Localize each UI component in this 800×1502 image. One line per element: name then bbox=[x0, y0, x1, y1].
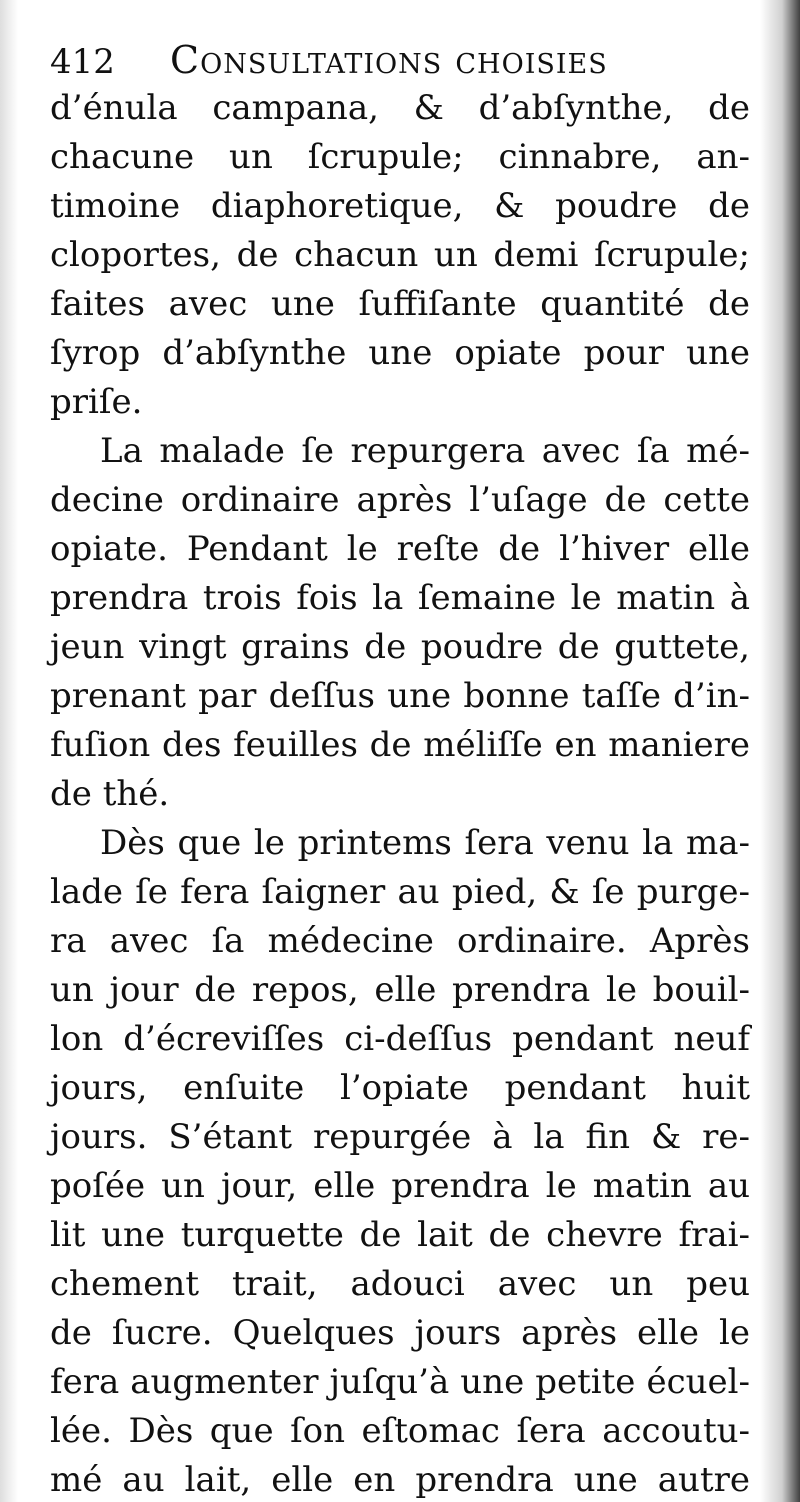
paragraph bbox=[50, 84, 750, 427]
text-line: timoine diaphoretique, & poudre de bbox=[50, 186, 750, 226]
text-line: chacune un ſcrupule; cinnabre, an- bbox=[50, 137, 750, 177]
text-line: d’énula campana, & d’abſynthe, de bbox=[50, 88, 750, 128]
running-title: Consultations choisies bbox=[170, 38, 608, 82]
text-line: de ſucre. Quelques jours après elle le bbox=[50, 1313, 750, 1353]
text-line: jours, enſuite l’opiate pendant huit bbox=[50, 1068, 750, 1108]
page-number: 412 bbox=[50, 42, 115, 82]
text-line: lée. Dès que ſon eſtomac ſera accoutu- bbox=[50, 1411, 750, 1451]
text-line: un jour de repos, elle prendra le bouil- bbox=[50, 970, 750, 1010]
text-line: mé au lait, elle en prendra une autre bbox=[50, 1460, 750, 1500]
text-line: cloportes, de chacun un demi ſcrupule; bbox=[50, 235, 750, 275]
text-line: La malade ſe repurgera avec ſa mé- bbox=[100, 431, 750, 471]
text-line: prendra trois fois la ſemaine le matin à bbox=[50, 578, 750, 618]
page-edge-shadow bbox=[760, 0, 800, 1502]
paragraph bbox=[50, 427, 750, 819]
text-line: lon d’écreviſſes ci-deſſus pendant neuf bbox=[50, 1019, 750, 1059]
text-line: jours. S’étant repurgée à la fin & re- bbox=[50, 1117, 750, 1157]
text-line: priſe. bbox=[50, 382, 143, 422]
text-line: lit une turquette de lait de chevre frai- bbox=[50, 1215, 750, 1255]
body-text bbox=[50, 84, 750, 1502]
text-line: faites avec une ſuffiſante quantité de bbox=[50, 284, 750, 324]
text-line: poſée un jour, elle prendra le matin au bbox=[50, 1166, 750, 1206]
text-line: fera augmenter juſqu’à une petite écuel- bbox=[50, 1362, 750, 1402]
text-line: ra avec ſa médecine ordinaire. Après bbox=[50, 921, 750, 961]
text-line: chement trait, adouci avec un peu bbox=[50, 1264, 750, 1304]
text-line: de thé. bbox=[50, 774, 170, 814]
text-line: lade ſe fera ſaigner au pied, & ſe purge- bbox=[50, 872, 750, 912]
text-line: jeun vingt grains de poudre de guttete, bbox=[50, 627, 750, 667]
text-line: Dès que le printems ſera venu la ma- bbox=[100, 823, 750, 863]
running-head bbox=[50, 38, 750, 82]
text-line: ſyrop d’abſynthe une opiate pour une bbox=[50, 333, 750, 373]
paragraph bbox=[50, 819, 750, 1502]
page-gutter-shadow bbox=[0, 0, 18, 1502]
text-line: prenant par deſſus une bonne taſſe d’in- bbox=[50, 676, 750, 716]
text-line: fuſion des feuilles de méliſſe en maniere bbox=[50, 725, 750, 765]
text-line: opiate. Pendant le reſte de l’hiver elle bbox=[50, 529, 750, 569]
text-line: decine ordinaire après l’uſage de cette bbox=[50, 480, 750, 520]
